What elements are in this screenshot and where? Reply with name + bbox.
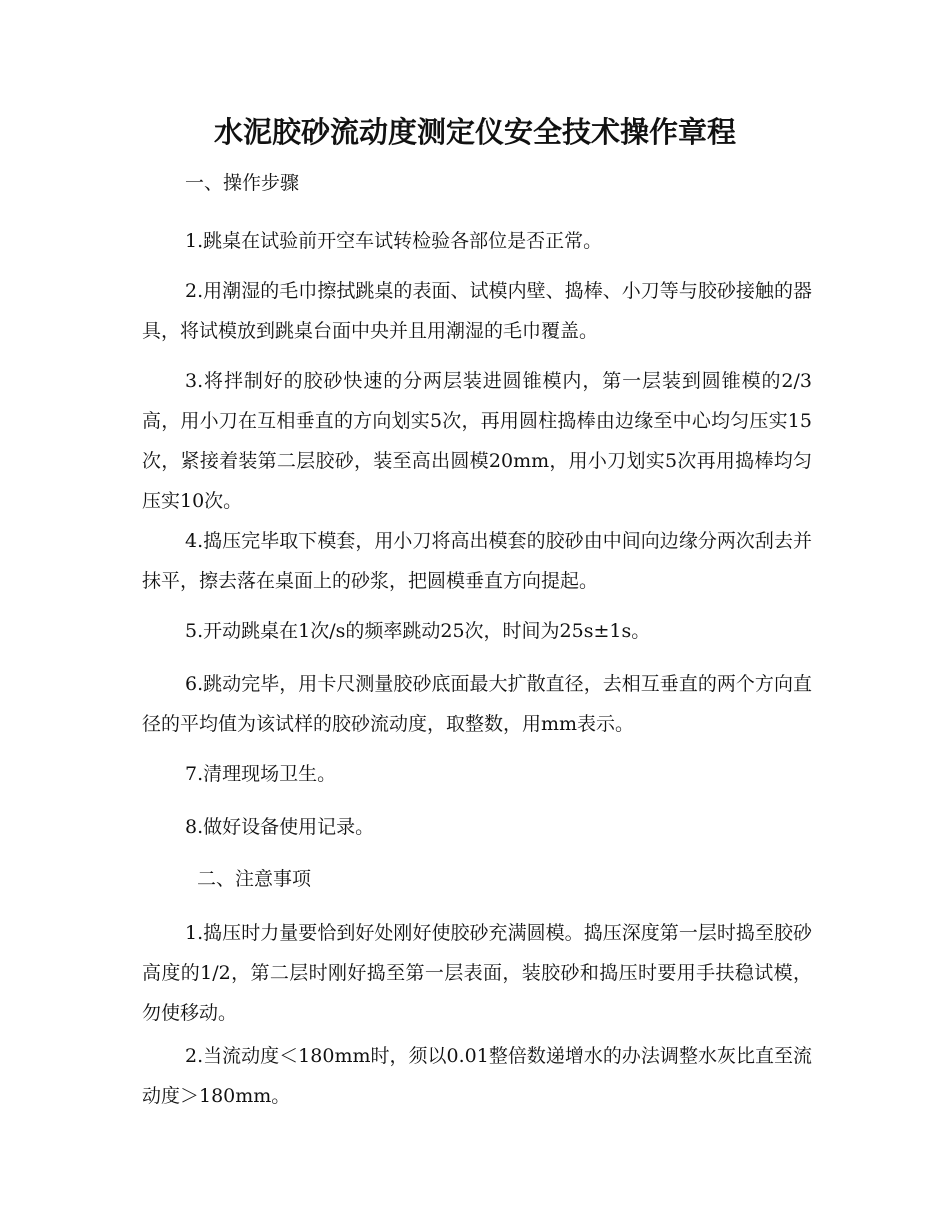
step-1: 1.跳桌在试验前开空车试转检验各部位是否正常。 <box>185 230 603 252</box>
step-8: 8.做好设备使用记录。 <box>185 816 375 838</box>
step-7: 7.清理现场卫生。 <box>185 763 337 785</box>
note-2: 2.当流动度＜180mm时，须以0.01整倍数递增水的办法调整水灰比直至流动度＞180mm。 <box>142 1045 812 1107</box>
step-3: 3.将拌制好的胶砂快速的分两层装进圆锥模内，第一层装到圆锥模的2/3高，用小刀在互相垂直的方向划实5次，再用圆柱捣棒由边缘至中心均匀压实15次，紧接着装第二层胶砂，装至高出圆模20mm，用小刀划实5次再用捣棒均匀压实10次。 <box>142 370 812 512</box>
step-5: 5.开动跳桌在1次/s的频率跳动25次，时间为25s±1s。 <box>185 620 651 642</box>
step-4: 4.捣压完毕取下模套，用小刀将高出模套的胶砂由中间向边缘分两次刮去并抹平，擦去落在桌面上的砂浆，把圆模垂直方向提起。 <box>142 530 812 592</box>
note-1: 1.捣压时力量要恰到好处刚好使胶砂充满圆模。捣压深度第一层时捣至胶砂高度的1/2，第二层时刚好捣至第一层表面，装胶砂和捣压时要用手扶稳试模，勿使移动。 <box>142 922 812 1024</box>
section-heading-steps: 一、操作步骤 <box>185 172 300 194</box>
section-heading-notes: 二、注意事项 <box>197 868 312 890</box>
page-title: 水泥胶砂流动度测定仪安全技术操作章程 <box>213 115 736 149</box>
step-6: 6.跳动完毕，用卡尺测量胶砂底面最大扩散直径，去相互垂直的两个方向直径的平均值为该试样的胶砂流动度，取整数，用mm表示。 <box>142 673 812 735</box>
step-2: 2.用潮湿的毛巾擦拭跳桌的表面、试模内壁、捣棒、小刀等与胶砂接触的器具，将试模放到跳桌台面中央并且用潮湿的毛巾覆盖。 <box>142 280 812 342</box>
